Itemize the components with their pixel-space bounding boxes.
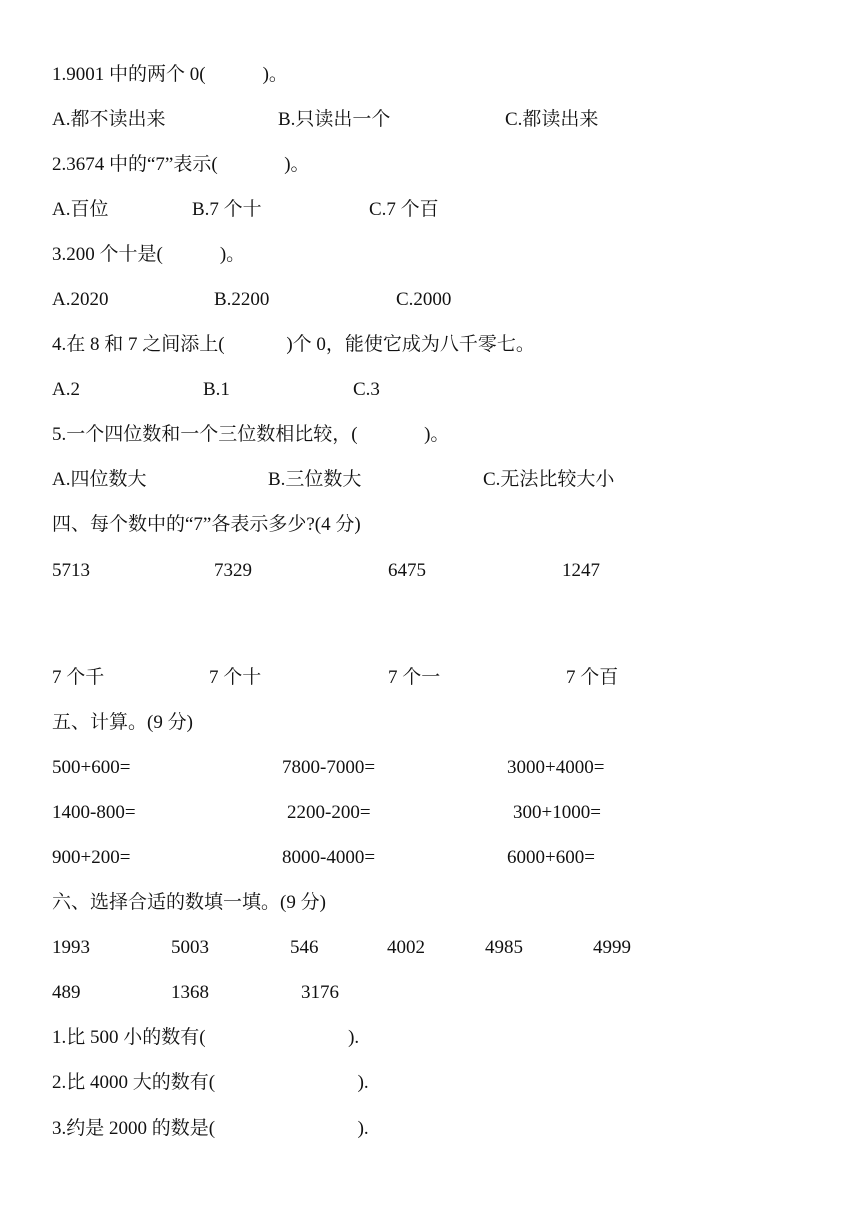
question-4-option-c: C.3 bbox=[353, 379, 380, 400]
section-4-meaning: 7 个千 bbox=[52, 667, 105, 688]
number-option: 489 bbox=[52, 982, 81, 1003]
question-2-option-c: C.7 个百 bbox=[369, 199, 439, 220]
fill-question-2: 2.比 4000 大的数有( ). bbox=[52, 1072, 369, 1093]
question-5-option-b: B.三位数大 bbox=[268, 469, 362, 490]
question-5-stem: 5.一个四位数和一个三位数相比较，( )。 bbox=[52, 424, 450, 445]
calc-item: 1400-800= bbox=[52, 802, 136, 823]
section-4-number: 7329 bbox=[214, 560, 252, 581]
question-5-option-a: A.四位数大 bbox=[52, 469, 147, 490]
question-4-stem: 4.在 8 和 7 之间添上( )个 0，能使它成为八千零七。 bbox=[52, 334, 535, 355]
question-3-option-c: C.2000 bbox=[396, 289, 452, 310]
number-option: 1368 bbox=[171, 982, 209, 1003]
number-option: 4985 bbox=[485, 937, 523, 958]
question-1-stem: 1.9001 中的两个 0( )。 bbox=[52, 64, 288, 85]
fill-question-3: 3.约是 2000 的数是( ). bbox=[52, 1118, 369, 1139]
section-4-meaning: 7 个十 bbox=[209, 667, 262, 688]
fill-question-1: 1.比 500 小的数有( ). bbox=[52, 1027, 360, 1048]
section-4-title: 四、每个数中的“7”各表示多少?(4 分) bbox=[52, 514, 361, 535]
calc-item: 300+1000= bbox=[513, 802, 601, 823]
section-4-number: 1247 bbox=[562, 560, 600, 581]
number-option: 5003 bbox=[171, 937, 209, 958]
question-3-option-a: A.2020 bbox=[52, 289, 109, 310]
calc-item: 2200-200= bbox=[287, 802, 371, 823]
section-5-title: 五、计算。(9 分) bbox=[52, 712, 193, 733]
question-3-option-b: B.2200 bbox=[214, 289, 270, 310]
calc-item: 500+600= bbox=[52, 757, 131, 778]
calc-item: 6000+600= bbox=[507, 847, 595, 868]
number-option: 1993 bbox=[52, 937, 90, 958]
question-2-option-b: B.7 个十 bbox=[192, 199, 262, 220]
question-4-option-a: A.2 bbox=[52, 379, 80, 400]
question-1-option-a: A.都不读出来 bbox=[52, 109, 166, 130]
section-4-number: 5713 bbox=[52, 560, 90, 581]
question-2-option-a: A.百位 bbox=[52, 199, 109, 220]
calc-item: 7800-7000= bbox=[282, 757, 376, 778]
section-4-meaning: 7 个一 bbox=[388, 667, 441, 688]
question-5-option-c: C.无法比较大小 bbox=[483, 469, 615, 490]
calc-item: 3000+4000= bbox=[507, 757, 605, 778]
question-1-option-c: C.都读出来 bbox=[505, 109, 599, 130]
number-option: 546 bbox=[290, 937, 319, 958]
number-option: 4002 bbox=[387, 937, 425, 958]
section-4-number: 6475 bbox=[388, 560, 426, 581]
number-option: 4999 bbox=[593, 937, 631, 958]
section-4-meaning: 7 个百 bbox=[566, 667, 619, 688]
section-6-title: 六、选择合适的数填一填。(9 分) bbox=[52, 892, 326, 913]
question-3-stem: 3.200 个十是( )。 bbox=[52, 244, 246, 265]
question-2-stem: 2.3674 中的“7”表示( )。 bbox=[52, 154, 310, 175]
question-4-option-b: B.1 bbox=[203, 379, 230, 400]
calc-item: 900+200= bbox=[52, 847, 131, 868]
number-option: 3176 bbox=[301, 982, 339, 1003]
calc-item: 8000-4000= bbox=[282, 847, 376, 868]
question-1-option-b: B.只读出一个 bbox=[278, 109, 391, 130]
